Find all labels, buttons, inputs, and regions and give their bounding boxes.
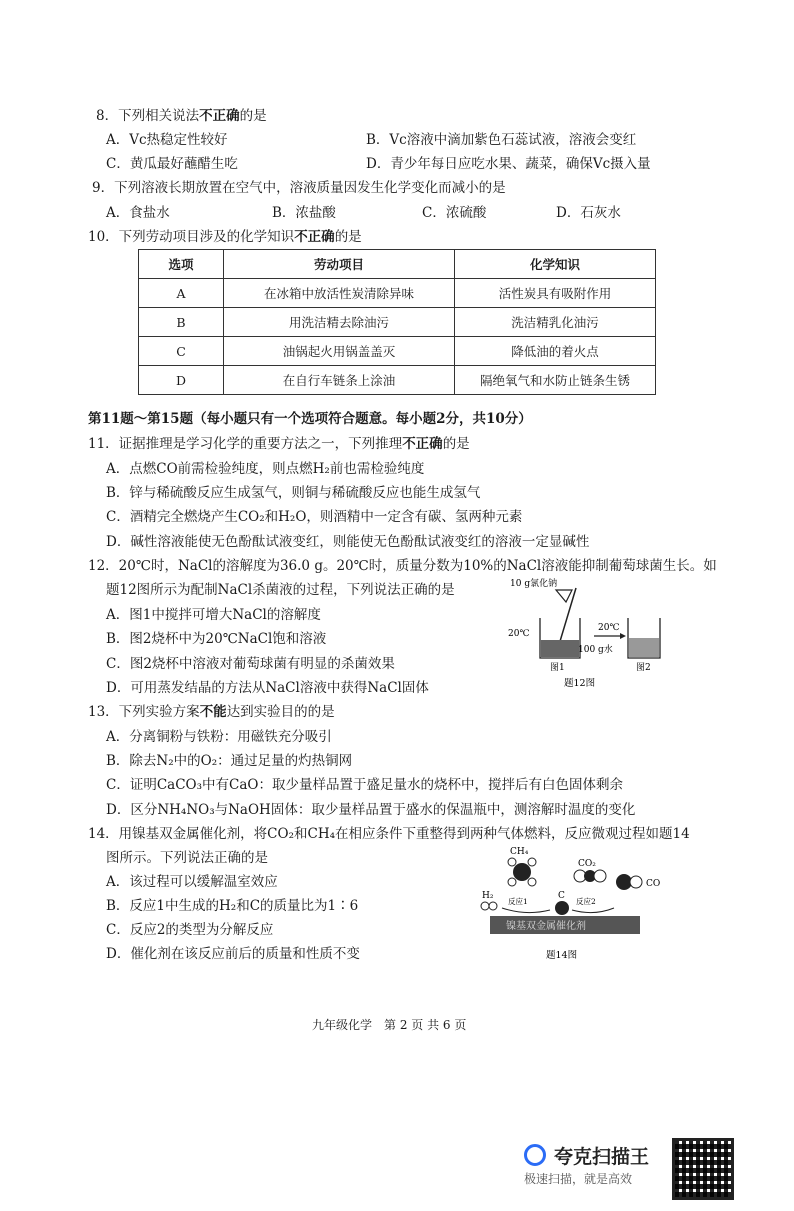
question-9-stem: 9．下列溶液长期放置在空气中，溶液质量因发生化学变化而减小的是 bbox=[92, 180, 506, 196]
fig14-caption: 题14图 bbox=[546, 950, 578, 961]
quark-logo-icon bbox=[524, 1144, 546, 1166]
fig12-temp2: 20℃ bbox=[598, 623, 620, 633]
q10-tail: 的是 bbox=[334, 229, 362, 245]
q9-option-b: B．浓盐酸 bbox=[272, 205, 336, 221]
table-cell: 活性炭具有吸附作用 bbox=[455, 279, 656, 308]
q12-option-b: B．图2烧杯中为20℃NaCl饱和溶液 bbox=[106, 631, 327, 647]
q13-option-c: C．证明CaCO₃中有CaO：取少量样品置于盛足量水的烧杯中，搅拌后有白色固体剩余 bbox=[106, 777, 623, 793]
q14-option-a: A．该过程可以缓解温室效应 bbox=[106, 874, 278, 890]
q11-option-a: A．点燃CO前需检验纯度，则点燃H₂前也需检验纯度 bbox=[106, 461, 425, 477]
ch4-h-atom bbox=[508, 858, 516, 866]
stir-rod-icon bbox=[558, 588, 576, 648]
fig12-caption: 题12图 bbox=[564, 678, 596, 689]
fig12-water-label: 100 g水 bbox=[578, 645, 613, 655]
q9-option-d: D．石灰水 bbox=[556, 205, 621, 221]
q11-option-b: B．锌与稀硫酸反应生成氢气，则铜与稀硫酸反应也能生成氢气 bbox=[106, 485, 481, 501]
fig12-salt-label: 10 g氯化钠 bbox=[510, 579, 558, 589]
col-option: 选项 bbox=[139, 250, 224, 279]
q8-option-d: D．青少年每日应吃水果、蔬菜，确保Vc摄入量 bbox=[366, 156, 651, 172]
table-cell: 降低油的着火点 bbox=[455, 337, 656, 366]
table-cell: C bbox=[139, 337, 224, 366]
ch4-carbon-atom bbox=[513, 863, 531, 881]
fig12-fig2-label: 图2 bbox=[636, 663, 651, 673]
watermark-slogan: 极速扫描，就是高效 bbox=[524, 1172, 633, 1186]
question-10-stem bbox=[88, 225, 362, 245]
q9-option-a: A．食盐水 bbox=[106, 205, 170, 221]
fig14-ch4-label: CH₄ bbox=[510, 847, 529, 857]
q8-stem-text: 8．下列相关说法 bbox=[96, 108, 200, 124]
table-cell: 在冰箱中放活性炭清除异味 bbox=[224, 279, 455, 308]
q8-emph: 不正确 bbox=[199, 108, 240, 124]
q8-tail: 的是 bbox=[239, 108, 267, 124]
beaker-1-liquid bbox=[541, 640, 579, 657]
col-labor: 劳动项目 bbox=[224, 250, 455, 279]
q10-table-header bbox=[139, 250, 656, 279]
q13-stem-text: 13．下列实验方案 bbox=[88, 704, 200, 720]
table-cell: 隔绝氧气和水防止链条生锈 bbox=[455, 366, 656, 395]
q11-option-d: D．碱性溶液能使无色酚酞试液变红，则能使无色酚酞试液变红的溶液一定显碱性 bbox=[106, 534, 590, 550]
co2-o-atom bbox=[594, 870, 606, 882]
q12-option-d: D．可用蒸发结晶的方法从NaCl溶液中获得NaCl固体 bbox=[106, 680, 429, 696]
watermark-name: 夸克扫描王 bbox=[554, 1146, 650, 1168]
arrow-head-icon bbox=[620, 633, 626, 639]
q10-emph: 不正确 bbox=[294, 229, 335, 245]
table-cell: 洗洁精乳化油污 bbox=[455, 308, 656, 337]
q14-option-d: D．催化剂在该反应前后的质量和性质不变 bbox=[106, 946, 360, 962]
qr-code bbox=[672, 1138, 734, 1200]
c-atom bbox=[555, 901, 569, 915]
q14-option-c: C．反应2的类型为分解反应 bbox=[106, 922, 274, 938]
table-cell: 油锅起火用锅盖盖灭 bbox=[224, 337, 455, 366]
section-header: 第11题～第15题（每小题只有一个选项符合题意。每小题2分，共10分） bbox=[88, 411, 532, 427]
ch4-h-atom bbox=[528, 858, 536, 866]
question-8-stem bbox=[96, 104, 267, 124]
reaction-2-arrow bbox=[572, 908, 614, 913]
fig14-c-label: C bbox=[558, 891, 565, 901]
table-row bbox=[139, 366, 656, 395]
q12-option-c: C．图2烧杯中溶液对葡萄球菌有明显的杀菌效果 bbox=[106, 656, 395, 672]
fig12-temp1: 20℃ bbox=[508, 629, 530, 639]
h2-atom bbox=[481, 902, 489, 910]
co-o-atom bbox=[630, 876, 642, 888]
q13-option-d: D．区分NH₄NO₃与NaOH固体：取少量样品置于盛水的保温瓶中，测溶解时温度的变化 bbox=[106, 802, 636, 818]
q8-option-c: C．黄瓜最好蘸醋生吃 bbox=[106, 156, 238, 172]
question-13-stem bbox=[88, 700, 335, 720]
scanner-watermark bbox=[520, 1140, 680, 1186]
q10-stem-text: 10．下列劳动项目涉及的化学知识 bbox=[88, 229, 295, 245]
ch4-h-atom bbox=[528, 878, 536, 886]
table-row bbox=[139, 279, 656, 308]
fig12-fig1-label: 图1 bbox=[550, 663, 565, 673]
q8-option-a: A．Vc热稳定性较好 bbox=[106, 132, 228, 148]
fig14-catalyst-label: 镍基双金属催化剂 bbox=[506, 921, 586, 932]
salt-funnel-icon bbox=[556, 590, 572, 602]
q12-figure bbox=[500, 570, 670, 690]
question-14-stem-line1: 14．用镍基双金属催化剂，将CO₂和CH₄在相应条件下重整得到两种气体燃料，反应微观过程如题14 bbox=[88, 826, 690, 842]
q14-figure bbox=[476, 842, 676, 964]
q13-option-b: B．除去N₂中的O₂：通过足量的灼热铜网 bbox=[106, 753, 353, 769]
fig14-co2-label: CO₂ bbox=[578, 859, 596, 869]
q11-emph: 不正确 bbox=[402, 436, 443, 452]
fig14-h2-label: H₂ bbox=[482, 891, 494, 901]
table-row bbox=[139, 308, 656, 337]
q11-stem-text: 11．证据推理是学习化学的重要方法之一，下列推理 bbox=[88, 436, 403, 452]
reaction-1-arrow bbox=[502, 908, 550, 913]
table-row bbox=[139, 337, 656, 366]
table-cell: 在自行车链条上涂油 bbox=[224, 366, 455, 395]
beaker-2-liquid bbox=[629, 638, 659, 657]
question-11-stem bbox=[88, 432, 470, 452]
table-cell: D bbox=[139, 366, 224, 395]
q13-option-a: A．分离铜粉与铁粉：用磁铁充分吸引 bbox=[106, 729, 332, 745]
question-14-stem-line2: 图所示。下列说法正确的是 bbox=[106, 850, 268, 866]
q13-emph: 不能 bbox=[199, 704, 227, 720]
ch4-h-atom bbox=[508, 878, 516, 886]
col-knowledge: 化学知识 bbox=[455, 250, 656, 279]
q14-option-b: B．反应1中生成的H₂和C的质量比为1∶6 bbox=[106, 898, 359, 914]
question-12-stem-line1: 12．20℃时，NaCl的溶解度为36.0 g。20℃时，质量分数为10%的NaCl溶液能抑制葡萄球菌生长。如 bbox=[88, 558, 717, 574]
page-footer: 九年级化学 第 2 页 共 6 页 bbox=[312, 1018, 467, 1032]
q11-tail: 的是 bbox=[442, 436, 470, 452]
q9-option-c: C．浓硫酸 bbox=[422, 205, 487, 221]
fig14-co-label: CO bbox=[646, 879, 661, 889]
q11-option-c: C．酒精完全燃烧产生CO₂和H₂O，则酒精中一定含有碳、氢两种元素 bbox=[106, 509, 523, 525]
h2-atom bbox=[489, 902, 497, 910]
fig14-r2-label: 反应2 bbox=[576, 897, 596, 906]
q12-option-a: A．图1中搅拌可增大NaCl的溶解度 bbox=[106, 607, 321, 623]
table-cell: 用洗洁精去除油污 bbox=[224, 308, 455, 337]
fig14-r1-label: 反应1 bbox=[508, 897, 528, 906]
question-12-stem-line2: 题12图所示为配制NaCl杀菌液的过程，下列说法正确的是 bbox=[106, 582, 455, 598]
table-cell: B bbox=[139, 308, 224, 337]
q8-option-b: B．Vc溶液中滴加紫色石蕊试液，溶液会变红 bbox=[366, 132, 637, 148]
q10-table bbox=[138, 249, 656, 395]
table-cell: A bbox=[139, 279, 224, 308]
q13-tail: 达到实验目的的是 bbox=[226, 704, 335, 720]
